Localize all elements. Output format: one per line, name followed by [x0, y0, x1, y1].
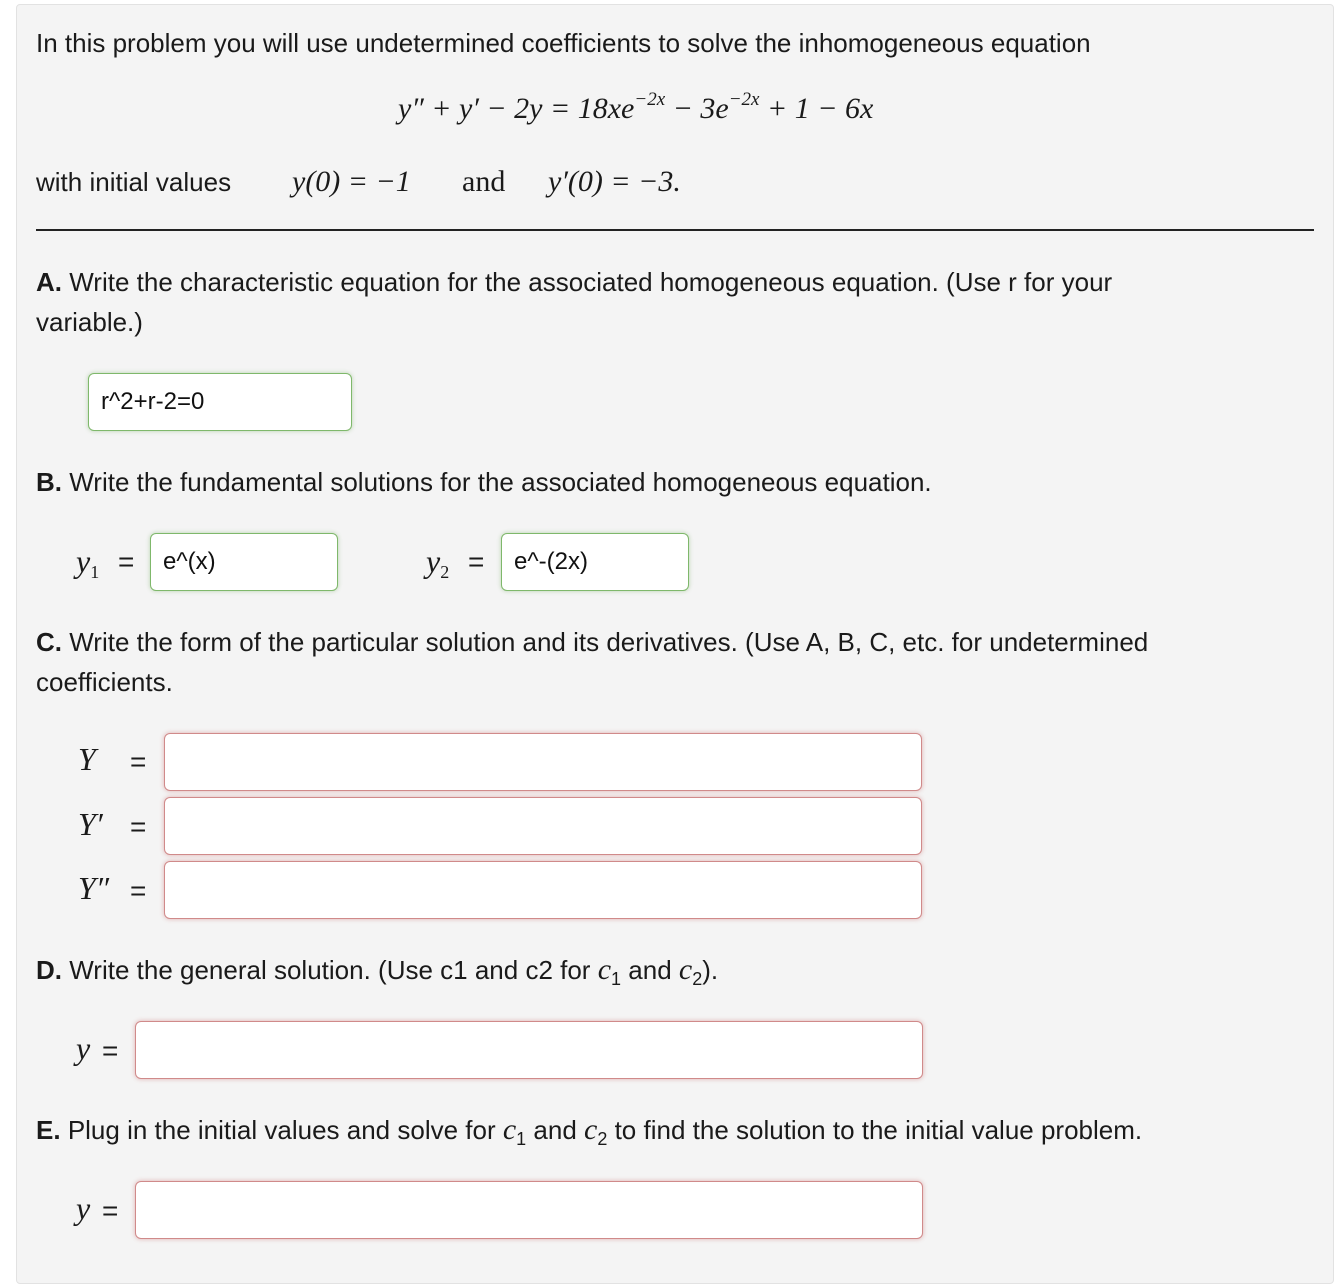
y1-symbol: y	[76, 543, 91, 579]
part-e-c1-sub: 1	[516, 1129, 527, 1149]
initial-values-label: with initial values	[36, 167, 232, 197]
part-c-text-2: coefficients.	[36, 667, 173, 697]
divider	[36, 229, 1314, 231]
main-equation	[398, 89, 874, 126]
general-solution-y-label: y	[76, 1030, 91, 1066]
equation-exponent-2: −2x	[728, 89, 760, 110]
particular-Y-label: Y	[78, 741, 96, 777]
part-e-prompt	[36, 1110, 1142, 1150]
y1-label	[76, 543, 99, 580]
part-a-text: Write the characteristic equation for the associated homogeneous equation. (Use r for your	[69, 267, 1113, 297]
y2-symbol: y	[426, 543, 441, 579]
ivp-solution-equals: =	[102, 1195, 119, 1226]
problem-intro: In this problem you will use undetermined coefficients to solve the inhomogeneous equation	[36, 28, 1091, 58]
part-d-and: and	[621, 955, 679, 985]
particular-Y-double-prime-label: Y″	[78, 870, 110, 906]
part-e-c2-sub: 2	[597, 1129, 608, 1149]
part-a-letter: A.	[36, 267, 62, 297]
part-e-and: and	[526, 1115, 585, 1145]
part-d-c1-sub: 1	[611, 969, 622, 989]
part-c-text: Write the form of the particular solution and its derivatives. (Use A, B, C, etc. for undetermined	[69, 627, 1149, 657]
part-e-text-b: to find the solution to the initial value problem.	[607, 1115, 1143, 1145]
characteristic-equation-input[interactable]	[88, 373, 352, 431]
particular-Y-prime-label: Y′	[78, 806, 103, 842]
equation-exponent-1: −2x	[634, 89, 666, 110]
equation-mid: − 3e	[665, 92, 729, 125]
equation-lhs: y″ + y′ − 2y = 18xe	[398, 92, 635, 125]
part-a-prompt	[36, 262, 1306, 342]
part-c-letter: C.	[36, 627, 62, 657]
part-b-prompt	[36, 462, 932, 502]
part-d-c1: c	[597, 953, 612, 986]
and-word: and	[462, 165, 506, 198]
particular-Y-input[interactable]	[164, 733, 922, 791]
y2-input[interactable]	[501, 533, 689, 591]
part-e-c1: c	[502, 1113, 517, 1146]
part-b-text: Write the fundamental solutions for the associated homogeneous equation.	[69, 467, 932, 497]
initial-value-1: y(0) = −1	[292, 165, 411, 198]
part-d-c2: c	[678, 953, 693, 986]
part-d-text-b: ).	[702, 955, 719, 985]
ivp-solution-input[interactable]	[135, 1181, 923, 1239]
general-solution-equals: =	[102, 1035, 119, 1066]
part-c-prompt	[36, 622, 1316, 702]
part-e-letter: E.	[36, 1115, 61, 1145]
particular-Y-double-prime-input[interactable]	[164, 861, 922, 919]
particular-Y-prime-input[interactable]	[164, 797, 922, 855]
ivp-solution-y-label: y	[76, 1190, 91, 1226]
equation-rhs: + 1 − 6x	[759, 92, 874, 125]
part-b-letter: B.	[36, 467, 62, 497]
y1-subscript: 1	[90, 562, 100, 582]
part-d-text-a: Write the general solution. (Use c1 and c2 for	[69, 955, 598, 985]
particular-Y-prime-equals: =	[130, 811, 147, 842]
particular-Y-equals: =	[130, 746, 147, 777]
general-solution-input[interactable]	[135, 1021, 923, 1079]
y2-label	[426, 543, 449, 580]
y1-input[interactable]	[150, 533, 338, 591]
part-d-letter: D.	[36, 955, 62, 985]
particular-Y-double-prime-equals: =	[130, 875, 147, 906]
part-d-c2-sub: 2	[692, 969, 703, 989]
y2-subscript: 2	[440, 562, 450, 582]
y1-equals: =	[118, 546, 135, 577]
part-e-text-a: Plug in the initial values and solve for	[67, 1115, 503, 1145]
initial-value-2: y′(0) = −3.	[548, 165, 681, 198]
part-e-c2: c	[584, 1113, 598, 1146]
y2-equals: =	[468, 546, 485, 577]
part-a-text-2: variable.)	[36, 307, 143, 337]
part-d-prompt	[36, 950, 718, 990]
